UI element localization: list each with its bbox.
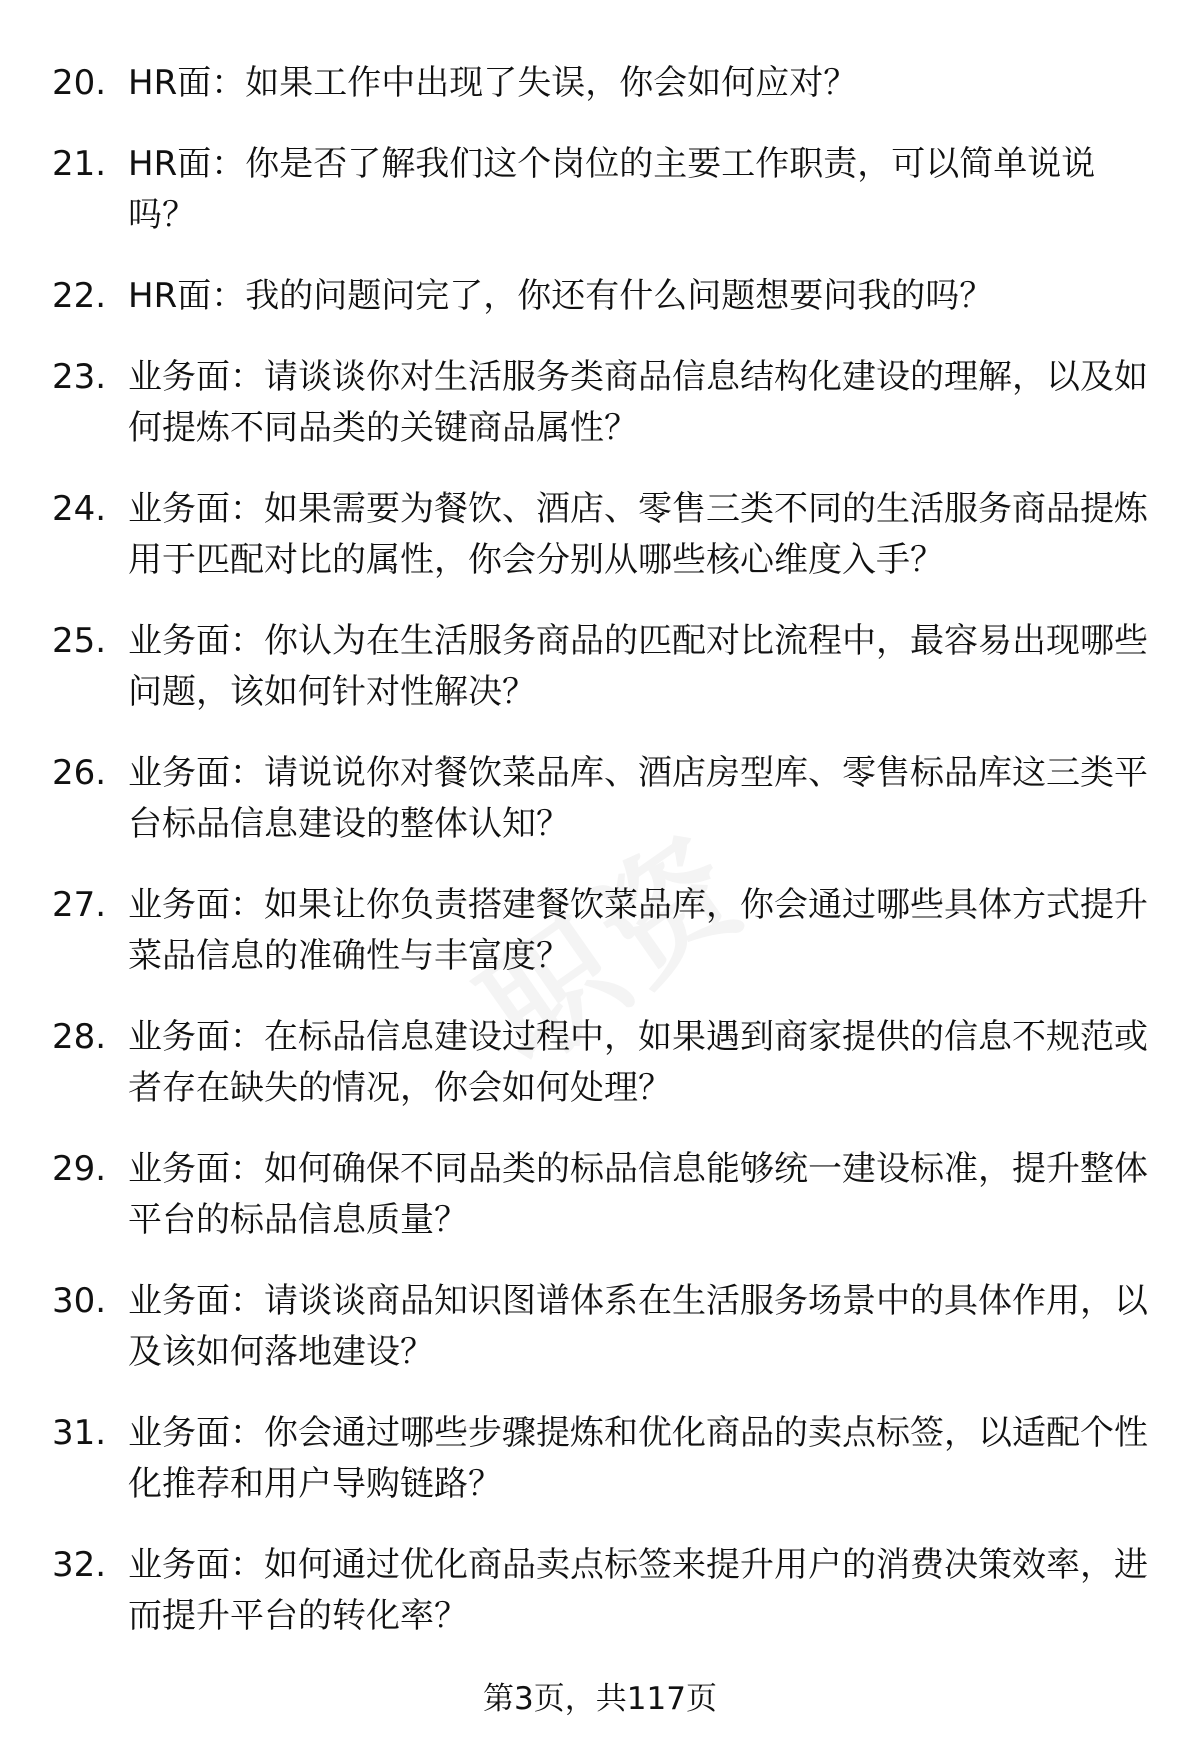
question-text: HR面：你是否了解我们这个岗位的主要工作职责，可以简单说说吗？ [128,144,1096,235]
question-text: 业务面：请谈谈商品知识图谱体系在生活服务场景中的具体作用，以及该如何落地建设？ [128,1281,1148,1372]
question-number: 20. [52,63,107,103]
question-text: 业务面：如何确保不同品类的标品信息能够统一建设标准，提升整体平台的标品信息质量？ [128,1149,1148,1240]
question-number: 30. [52,1281,107,1321]
question-text: 业务面：请说说你对餐饮菜品库、酒店房型库、零售标品库这三类平台标品信息建设的整体认知？ [128,753,1148,844]
question-text: 业务面：请谈谈你对生活服务类商品信息结构化建设的理解，以及如何提炼不同品类的关键商品属性？ [128,357,1148,448]
question-item-23 [52,352,1152,455]
question-text: 业务面：在标品信息建设过程中，如果遇到商家提供的信息不规范或者存在缺失的情况，你会如何处理？ [128,1017,1148,1108]
question-number: 26. [52,753,107,793]
question-text: 业务面：你会通过哪些步骤提炼和优化商品的卖点标签，以适配个性化推荐和用户导购链路？ [128,1413,1148,1504]
question-item-21 [52,139,1152,242]
question-item-26 [52,748,1152,851]
question-item-32 [52,1540,1152,1643]
question-number: 22. [52,276,107,316]
question-item-22 [52,271,1152,323]
question-text: 业务面：如果需要为餐饮、酒店、零售三类不同的生活服务商品提炼用于匹配对比的属性，你会分别从哪些核心维度入手？ [128,489,1148,580]
page-footer: 第3页，共117页 [483,1681,717,1717]
question-item-25 [52,616,1152,719]
question-item-28 [52,1012,1152,1115]
question-number: 24. [52,489,107,529]
question-item-27 [52,880,1152,983]
question-item-31 [52,1408,1152,1511]
question-item-24 [52,484,1152,587]
question-text: 业务面：如何通过优化商品卖点标签来提升用户的消费决策效率，进而提升平台的转化率？ [128,1545,1148,1636]
question-number: 27. [52,885,107,925]
question-text: 业务面：如果让你负责搭建餐饮菜品库，你会通过哪些具体方式提升菜品信息的准确性与丰富度？ [128,885,1148,976]
question-number: 21. [52,144,107,184]
question-text: HR面：如果工作中出现了失误，你会如何应对？ [128,63,858,103]
question-text: 业务面：你认为在生活服务商品的匹配对比流程中，最容易出现哪些问题，该如何针对性解决？ [128,621,1148,712]
question-number: 28. [52,1017,107,1057]
question-item-29 [52,1144,1152,1247]
question-number: 23. [52,357,107,397]
question-number: 32. [52,1545,107,1585]
question-number: 31. [52,1413,107,1453]
question-number: 25. [52,621,107,661]
question-item-20 [52,58,1152,110]
question-item-30 [52,1276,1152,1379]
question-list [52,58,1152,1672]
question-text: HR面：我的问题问完了，你还有什么问题想要问我的吗？ [128,276,994,316]
question-number: 29. [52,1149,107,1189]
